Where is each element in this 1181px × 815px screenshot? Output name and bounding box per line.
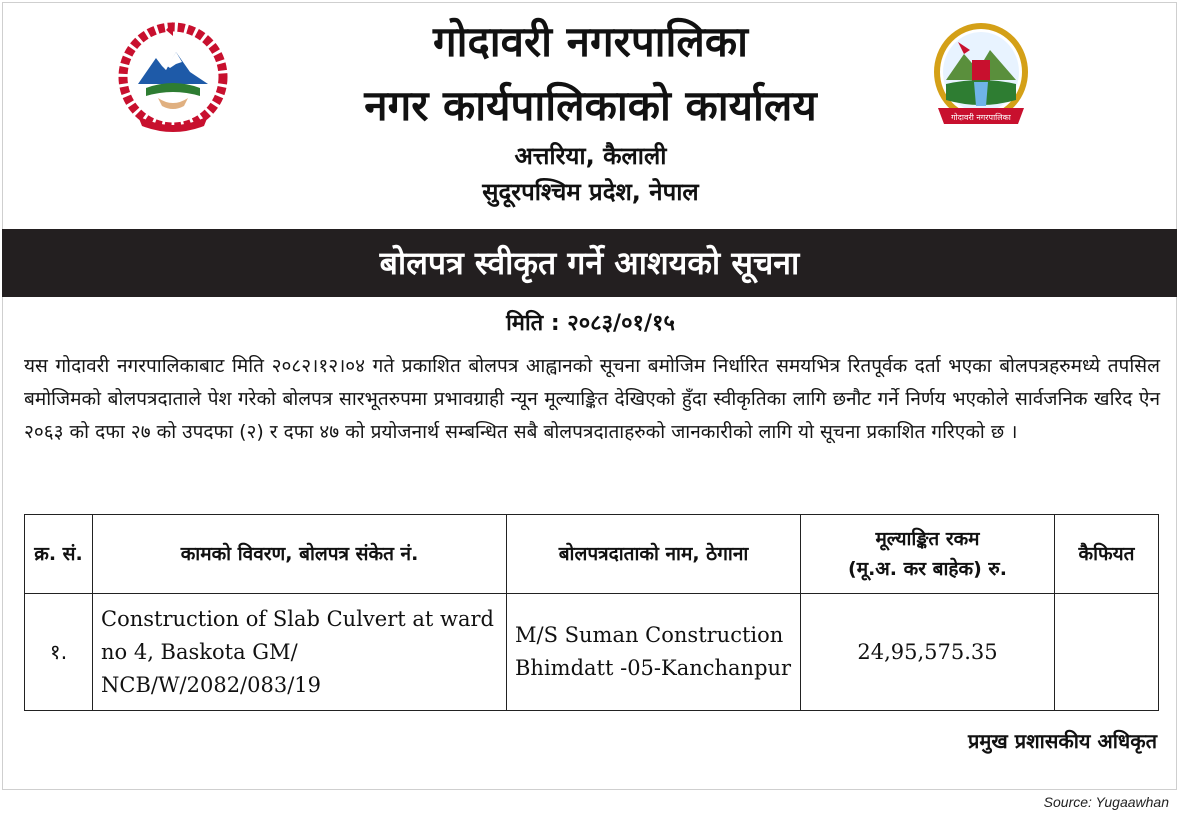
municipality-name: गोदावरी नगरपालिका <box>432 17 749 66</box>
notice-title-banner: बोलपत्र स्वीकृत गर्ने आशयको सूचना <box>2 229 1177 297</box>
tender-table <box>24 514 1159 711</box>
row-description: Construction of Slab Culvert at ward no 4, Baskota GM/ NCB/W/2082/083/19 <box>93 594 507 711</box>
row-bidder-name: M/S Suman Construction <box>515 623 784 647</box>
header-bidder: बोलपत्रदाताको नाम, ठेगाना <box>507 515 801 594</box>
header-amount <box>801 515 1055 594</box>
office-name: नगर कार्यपालिकाको कार्यालय <box>364 81 817 130</box>
header-remarks: कैफियत <box>1055 515 1159 594</box>
header-amount-line2: (मू.अ. कर बाहेक) रु. <box>848 558 1007 580</box>
row-remarks <box>1055 594 1159 711</box>
notice-body: यस गोदावरी नगरपालिकाबाट मिति २०८२।१२।०४ गते प्रकाशित बोलपत्र आह्वानको सूचना बमोजिम निर्धारित समयभित्र रितपूर्वक दर्ता भएका बोलपत्रहरुमध्ये तपसिल बमोजिमको बोलपत्रदाताले पेश गरेको बोलपत्र सारभूतरुपमा प्रभावग्राही न्यून मूल्याङ्कित देखिएको हुँदा स्वीकृतिका लागि छनौट गर्ने निर्णय भएकोले सार्वजनिक खरिद ऐन २०६३ को दफा २७ को उपदफा (२) र दफा ४७ को प्रयोजनार्थ सम्बन्धित सबै बोलपत्रदाताहरुको जानकारीको लागि यो सूचना प्रकाशित गरिएको छ । <box>24 355 1160 443</box>
municipality-logo-caption: गोदावरी नगरपालिका <box>951 113 1011 122</box>
office-location: अत्तरिया, कैलाली <box>514 142 667 170</box>
row-amount: 24,95,575.35 <box>801 594 1055 711</box>
source-credit: Source: Yugaawhan <box>1043 794 1169 810</box>
notice-date: मिति : २०८३/०१/१५ <box>506 311 675 336</box>
table-header-row <box>25 515 1159 594</box>
row-bidder-address: Bhimdatt -05-Kanchanpur <box>515 656 792 680</box>
office-province: सुदूरपश्चिम प्रदेश, नेपाल <box>482 178 699 206</box>
row-bidder <box>507 594 801 711</box>
header-serial: क्र. सं. <box>25 515 93 594</box>
header-amount-line1: मूल्याङ्कित रकम <box>875 528 980 550</box>
signatory-title: प्रमुख प्रशासकीय अधिकृत <box>968 729 1157 753</box>
table-row <box>25 594 1159 711</box>
row-serial: १. <box>25 594 93 711</box>
header-description: कामको विवरण, बोलपत्र संकेत नं. <box>93 515 507 594</box>
